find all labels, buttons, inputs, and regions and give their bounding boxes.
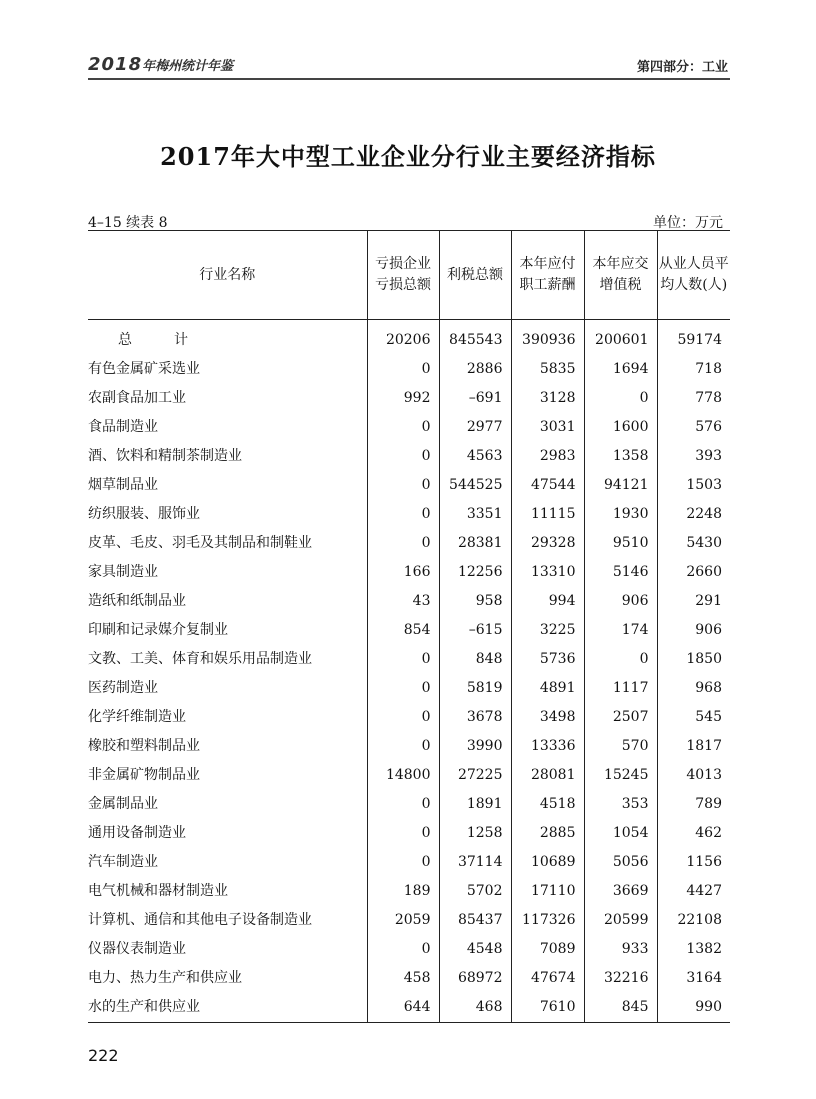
table-row [88, 616, 730, 645]
cell-vat: 845 [584, 993, 657, 1023]
cell-wages: 28081 [511, 761, 584, 790]
cell-wages: 117326 [511, 906, 584, 935]
cell-vat: 200601 [584, 320, 657, 356]
cell-emp: 778 [657, 384, 730, 413]
cell-tax: 12256 [439, 558, 511, 587]
cell-vat: 1600 [584, 413, 657, 442]
table-row [88, 587, 730, 616]
cell-tax: 5819 [439, 674, 511, 703]
cell-vat: 9510 [584, 529, 657, 558]
cell-wages: 11115 [511, 500, 584, 529]
cell-loss: 0 [367, 732, 439, 761]
cell-vat: 32216 [584, 964, 657, 993]
page-title: 2017年大中型工业企业分行业主要经济指标 [160, 142, 656, 171]
cell-wages: 3225 [511, 616, 584, 645]
cell-tax: 5702 [439, 877, 511, 906]
table-row [88, 413, 730, 442]
industry-name: 通用设备制造业 [88, 825, 186, 841]
cell-wages: 994 [511, 587, 584, 616]
industry-name: 家具制造业 [88, 564, 158, 580]
table-row [88, 877, 730, 906]
cell-loss: 0 [367, 355, 439, 384]
cell-emp: 1503 [657, 471, 730, 500]
table-row [88, 442, 730, 471]
cell-vat: 0 [584, 384, 657, 413]
industry-name: 农副食品加工业 [88, 390, 186, 406]
cell-emp: 1817 [657, 732, 730, 761]
table-row [88, 848, 730, 877]
cell-wages: 4518 [511, 790, 584, 819]
header-row [88, 231, 730, 320]
cell-emp: 789 [657, 790, 730, 819]
statistics-table [88, 230, 730, 1023]
cell-tax: 28381 [439, 529, 511, 558]
industry-name: 文教、工美、体育和娱乐用品制造业 [88, 651, 312, 667]
cell-vat: 570 [584, 732, 657, 761]
cell-loss: 0 [367, 529, 439, 558]
industry-name: 电气机械和器材制造业 [88, 883, 228, 899]
cell-vat: 933 [584, 935, 657, 964]
cell-emp: 1156 [657, 848, 730, 877]
table-row [88, 964, 730, 993]
cell-loss: 0 [367, 413, 439, 442]
cell-tax: 468 [439, 993, 511, 1023]
col-header-employees: 从业人员平 均人数(人) [657, 231, 730, 320]
cell-wages: 47544 [511, 471, 584, 500]
cell-loss: 0 [367, 471, 439, 500]
cell-loss: 0 [367, 790, 439, 819]
cell-wages: 390936 [511, 320, 584, 356]
cell-tax: 845543 [439, 320, 511, 356]
industry-name: 食品制造业 [88, 419, 158, 435]
industry-name: 总 计 [118, 332, 202, 348]
cell-loss: 0 [367, 935, 439, 964]
table-row [88, 674, 730, 703]
cell-emp: 990 [657, 993, 730, 1023]
cell-loss: 0 [367, 819, 439, 848]
cell-wages: 5736 [511, 645, 584, 674]
cell-loss: 458 [367, 964, 439, 993]
cell-tax: 544525 [439, 471, 511, 500]
cell-loss: 854 [367, 616, 439, 645]
industry-name: 电力、热力生产和供应业 [88, 970, 242, 986]
cell-vat: 353 [584, 790, 657, 819]
cell-wages: 17110 [511, 877, 584, 906]
cell-wages: 4891 [511, 674, 584, 703]
cell-wages: 3128 [511, 384, 584, 413]
col-header-vat: 本年应交 增值税 [584, 231, 657, 320]
cell-vat: 20599 [584, 906, 657, 935]
cell-tax: 4548 [439, 935, 511, 964]
cell-loss: 992 [367, 384, 439, 413]
table-row [88, 790, 730, 819]
industry-name: 烟草制品业 [88, 477, 158, 493]
industry-name: 纺织服装、服饰业 [88, 506, 200, 522]
cell-tax: 3351 [439, 500, 511, 529]
cell-vat: 906 [584, 587, 657, 616]
cell-emp: 5430 [657, 529, 730, 558]
cell-emp: 291 [657, 587, 730, 616]
cell-wages: 7610 [511, 993, 584, 1023]
cell-loss: 43 [367, 587, 439, 616]
cell-emp: 4427 [657, 877, 730, 906]
cell-tax: 2886 [439, 355, 511, 384]
cell-tax: 3678 [439, 703, 511, 732]
table-row [88, 355, 730, 384]
cell-tax: –615 [439, 616, 511, 645]
cell-tax: 1891 [439, 790, 511, 819]
industry-name: 非金属矿物制品业 [88, 767, 200, 783]
cell-loss: 0 [367, 645, 439, 674]
industry-name: 皮革、毛皮、羽毛及其制品和制鞋业 [88, 535, 312, 551]
cell-tax: 27225 [439, 761, 511, 790]
cell-emp: 3164 [657, 964, 730, 993]
cell-tax: 958 [439, 587, 511, 616]
cell-loss: 166 [367, 558, 439, 587]
cell-vat: 1054 [584, 819, 657, 848]
cell-vat: 1117 [584, 674, 657, 703]
industry-name: 酒、饮料和精制茶制造业 [88, 448, 242, 464]
table-row [88, 384, 730, 413]
cell-emp: 1850 [657, 645, 730, 674]
cell-loss: 2059 [367, 906, 439, 935]
table-row [88, 500, 730, 529]
total-row [88, 320, 730, 356]
cell-vat: 174 [584, 616, 657, 645]
cell-loss: 644 [367, 993, 439, 1023]
table-row [88, 471, 730, 500]
cell-emp: 393 [657, 442, 730, 471]
industry-name: 计算机、通信和其他电子设备制造业 [88, 912, 312, 928]
table-row [88, 558, 730, 587]
cell-wages: 29328 [511, 529, 584, 558]
cell-wages: 47674 [511, 964, 584, 993]
industry-name: 造纸和纸制品业 [88, 593, 186, 609]
cell-vat: 2507 [584, 703, 657, 732]
col-header-wages: 本年应付 职工薪酬 [511, 231, 584, 320]
industry-name: 化学纤维制造业 [88, 709, 186, 725]
table-row [88, 761, 730, 790]
cell-wages: 2983 [511, 442, 584, 471]
industry-name: 医药制造业 [88, 680, 158, 696]
header-rule [88, 78, 730, 80]
cell-emp: 462 [657, 819, 730, 848]
unit-label: 单位：万元 [653, 215, 723, 231]
cell-emp: 2660 [657, 558, 730, 587]
cell-emp: 59174 [657, 320, 730, 356]
cell-vat: 15245 [584, 761, 657, 790]
cell-wages: 7089 [511, 935, 584, 964]
cell-wages: 2885 [511, 819, 584, 848]
col-header-loss: 亏损企业 亏损总额 [367, 231, 439, 320]
cell-vat: 1694 [584, 355, 657, 384]
cell-wages: 3498 [511, 703, 584, 732]
cell-vat: 0 [584, 645, 657, 674]
cell-emp: 576 [657, 413, 730, 442]
cell-wages: 5835 [511, 355, 584, 384]
cell-wages: 13336 [511, 732, 584, 761]
cell-loss: 189 [367, 877, 439, 906]
cell-vat: 3669 [584, 877, 657, 906]
cell-emp: 1382 [657, 935, 730, 964]
table-row [88, 993, 730, 1023]
cell-tax: 848 [439, 645, 511, 674]
cell-tax: 37114 [439, 848, 511, 877]
cell-loss: 14800 [367, 761, 439, 790]
industry-name: 印刷和记录媒介复制业 [88, 622, 228, 638]
cell-tax: 68972 [439, 964, 511, 993]
cell-loss: 0 [367, 442, 439, 471]
yearbook-year: 2018 [88, 54, 143, 75]
yearbook-logo [88, 54, 233, 75]
table-row [88, 645, 730, 674]
col-header-tax: 利税总额 [439, 231, 511, 320]
table-row [88, 906, 730, 935]
industry-name: 有色金属矿采选业 [88, 361, 200, 377]
table-row [88, 732, 730, 761]
table-row [88, 703, 730, 732]
cell-loss: 20206 [367, 320, 439, 356]
cell-tax: 1258 [439, 819, 511, 848]
cell-emp: 22108 [657, 906, 730, 935]
cell-loss: 0 [367, 703, 439, 732]
industry-name: 仪器仪表制造业 [88, 941, 186, 957]
industry-name: 金属制品业 [88, 796, 158, 812]
table-row [88, 819, 730, 848]
page-number: 222 [88, 1046, 119, 1065]
cell-emp: 2248 [657, 500, 730, 529]
cell-tax: 3990 [439, 732, 511, 761]
section-label: 第四部分：工业 [636, 60, 728, 75]
cell-vat: 5056 [584, 848, 657, 877]
cell-vat: 5146 [584, 558, 657, 587]
cell-tax: 2977 [439, 413, 511, 442]
cell-wages: 3031 [511, 413, 584, 442]
industry-name: 水的生产和供应业 [88, 993, 367, 1023]
cell-emp: 545 [657, 703, 730, 732]
running-header [88, 54, 730, 80]
cell-emp: 718 [657, 355, 730, 384]
cell-wages: 13310 [511, 558, 584, 587]
cell-tax: –691 [439, 384, 511, 413]
cell-vat: 1358 [584, 442, 657, 471]
cell-wages: 10689 [511, 848, 584, 877]
cell-loss: 0 [367, 674, 439, 703]
cell-tax: 85437 [439, 906, 511, 935]
cell-emp: 968 [657, 674, 730, 703]
industry-name: 橡胶和塑料制品业 [88, 738, 200, 754]
cell-emp: 4013 [657, 761, 730, 790]
table-row [88, 529, 730, 558]
cell-loss: 0 [367, 848, 439, 877]
yearbook-name: 年梅州统计年鉴 [142, 59, 234, 74]
cell-vat: 1930 [584, 500, 657, 529]
cell-tax: 4563 [439, 442, 511, 471]
industry-name: 汽车制造业 [88, 854, 158, 870]
cell-loss: 0 [367, 500, 439, 529]
cell-vat: 94121 [584, 471, 657, 500]
col-header-name: 行业名称 [88, 231, 367, 320]
table-number: 4–15 续表 8 [88, 215, 168, 231]
cell-emp: 906 [657, 616, 730, 645]
table-row [88, 935, 730, 964]
